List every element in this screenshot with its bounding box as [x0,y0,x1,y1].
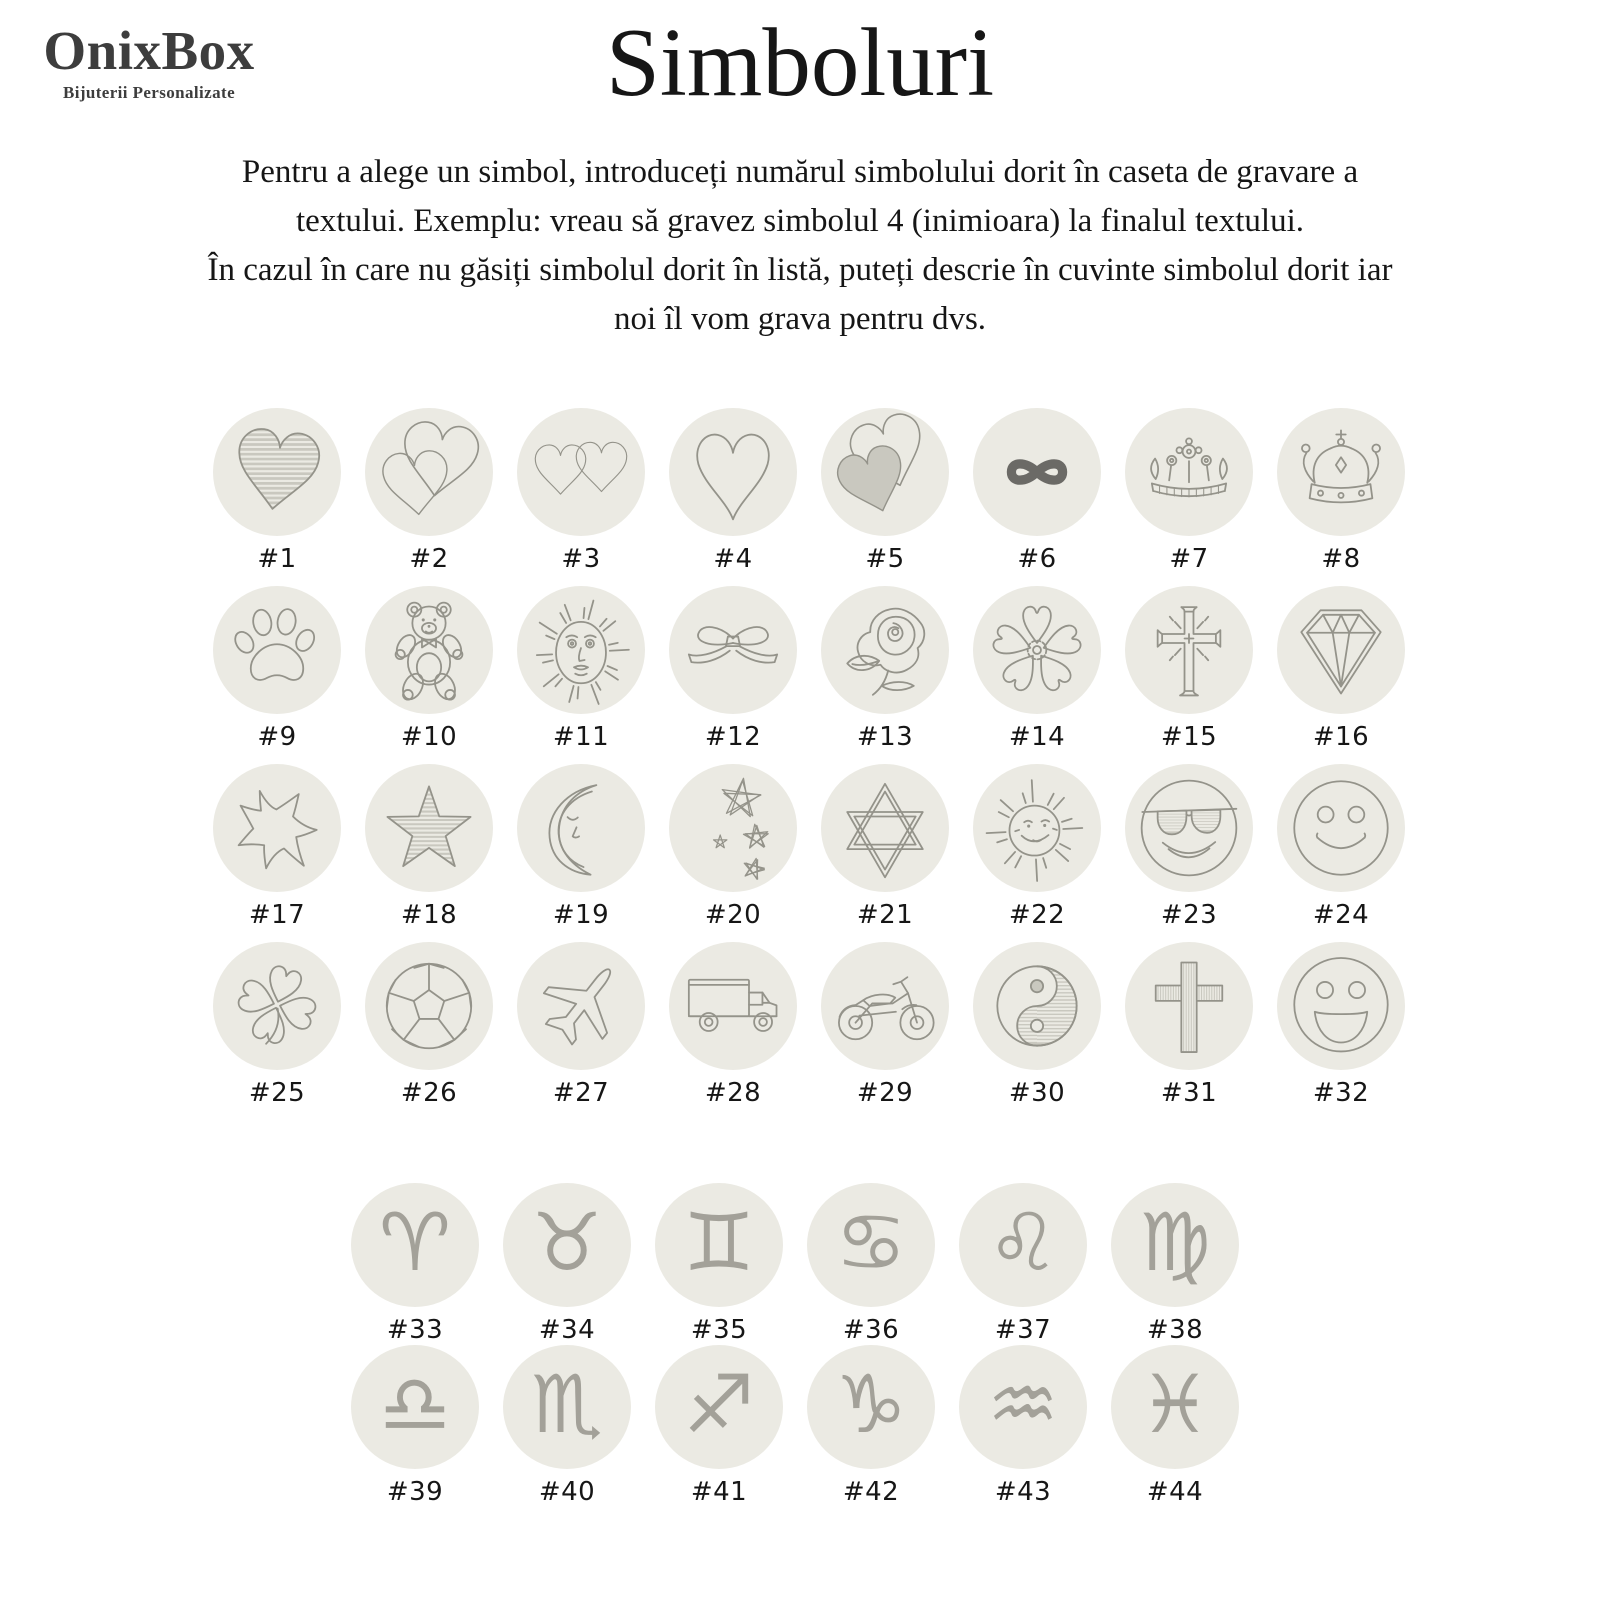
symbol-number-label: #18 [400,900,458,930]
diamond-icon [1277,586,1405,714]
symbol-number-label: #20 [704,900,762,930]
symbol-tile [947,1183,1099,1345]
symbol-disc [669,408,797,536]
doodle-stars-icon [669,764,797,892]
zodiac-virgo-icon: ♍ [1139,1196,1211,1289]
starfish-icon [213,764,341,892]
symbol-disc [973,942,1101,1070]
symbol-number-label: #27 [552,1078,610,1108]
crown-tiara-icon [1125,408,1253,536]
symbol-number-label: #38 [1146,1315,1204,1345]
symbol-number-label: #36 [842,1315,900,1345]
symbol-number-label: #8 [1321,544,1361,574]
symbol-tile [657,764,809,942]
symbol-tile [1113,408,1265,586]
symbol-tile [1099,1183,1251,1345]
hearts-linked-icon [517,408,645,536]
intro-text [0,148,1600,344]
symbol-disc [213,942,341,1070]
symbol-tile [809,586,961,764]
symbol-tile [353,942,505,1120]
symbol-number-label: #3 [561,544,601,574]
symbol-number-label: #30 [1008,1078,1066,1108]
symbol-disc [821,408,949,536]
symbol-number-label: #24 [1312,900,1370,930]
symbol-tile [353,408,505,586]
zodiac-pisces-icon: ♓ [1139,1358,1211,1451]
symbol-tile [1265,942,1417,1120]
symbol-disc [669,942,797,1070]
symbol-disc [1125,942,1253,1070]
wild-rose-flower-icon [973,586,1101,714]
symbol-tile [505,586,657,764]
symbol-number-label: #4 [713,544,753,574]
symbol-number-label: #41 [690,1477,748,1507]
smiley-face-icon [1277,764,1405,892]
star-hatched-icon [365,764,493,892]
symbol-tile [795,1345,947,1507]
symbol-disc [517,942,645,1070]
symbol-number-label: #15 [1160,722,1218,752]
symbol-tile [795,1183,947,1345]
truck-icon [669,942,797,1070]
symbol-number-label: #1 [257,544,297,574]
star-of-david-icon [821,764,949,892]
crown-royal-icon [1277,408,1405,536]
symbol-number-label: #31 [1160,1078,1218,1108]
symbol-disc [503,1345,631,1469]
symbol-number-label: #35 [690,1315,748,1345]
symbol-tile [201,942,353,1120]
symbol-number-label: #16 [1312,722,1370,752]
symbol-disc [517,586,645,714]
yin-yang-icon [973,942,1101,1070]
cross-rays-icon [1125,586,1253,714]
symbol-number-label: #28 [704,1078,762,1108]
symbol-disc [959,1183,1087,1307]
zodiac-gemini-icon: ♊ [683,1196,755,1289]
symbol-number-label: #13 [856,722,914,752]
symbol-disc [973,586,1101,714]
soccer-ball-icon [365,942,493,1070]
logo-subtitle: Bijuterii Personalizate [62,82,236,102]
symbol-disc [517,764,645,892]
symbol-disc [351,1183,479,1307]
zodiac-cancer-icon: ♋ [835,1196,907,1289]
paw-print-icon [213,586,341,714]
symbol-number-label: #26 [400,1078,458,1108]
symbol-disc [365,408,493,536]
symbol-tile [1113,942,1265,1120]
symbol-number-label: #29 [856,1078,914,1108]
smiley-laughing-icon [1277,942,1405,1070]
symbol-number-label: #9 [257,722,297,752]
symbol-disc [213,764,341,892]
symbol-tile [947,1345,1099,1507]
symbol-disc [655,1345,783,1469]
sun-sketch-icon [973,764,1101,892]
symbol-number-label: #14 [1008,722,1066,752]
symbol-tile [643,1183,795,1345]
symbol-tile [201,408,353,586]
symbol-tile [1099,1345,1251,1507]
logo-title: OnixBox [43,20,255,81]
intro-line: textului. Exemplu: vreau să gravez simbolul 4 (inimioara) la finalul textului. [295,203,1305,239]
symbol-tile [657,942,809,1120]
symbol-number-label: #44 [1146,1477,1204,1507]
symbol-disc [503,1183,631,1307]
symbol-number-label: #23 [1160,900,1218,930]
symbol-tile [201,764,353,942]
symbol-disc [821,942,949,1070]
symbol-grid-main [201,408,1417,1120]
zodiac-taurus-icon: ♉ [531,1196,603,1289]
symbol-tile [201,586,353,764]
symbol-number-label: #6 [1017,544,1057,574]
four-leaf-clover-icon [213,942,341,1070]
zodiac-capricorn-icon: ♑ [835,1358,907,1451]
zodiac-aquarius-icon: ♒ [987,1358,1059,1451]
symbol-number-label: #5 [865,544,905,574]
symbol-number-label: #43 [994,1477,1052,1507]
smiley-sunglasses-icon [1125,764,1253,892]
crescent-moon-icon [517,764,645,892]
symbol-disc [365,942,493,1070]
symbol-grid-zodiac [339,1183,1251,1507]
symbol-disc [1111,1345,1239,1469]
symbol-disc [1277,764,1405,892]
symbol-disc [1111,1183,1239,1307]
infinity-icon [973,408,1101,536]
symbol-tile [353,764,505,942]
symbol-tile [809,408,961,586]
symbol-disc [365,586,493,714]
symbol-number-label: #42 [842,1477,900,1507]
symbol-disc [973,764,1101,892]
symbol-number-label: #40 [538,1477,596,1507]
symbol-tile [339,1183,491,1345]
symbol-disc [1125,408,1253,536]
teddy-bear-icon [365,586,493,714]
zodiac-leo-icon: ♌ [987,1196,1059,1289]
symbol-tile [505,764,657,942]
symbol-tile [809,764,961,942]
intro-line: Pentru a alege un simbol, introduceți numărul simbolului dorit în caseta de gravare a [241,154,1359,190]
symbol-number-label: #22 [1008,900,1066,930]
symbol-number-label: #7 [1169,544,1209,574]
rose-icon [821,586,949,714]
symbol-number-label: #39 [386,1477,444,1507]
symbol-tile [339,1345,491,1507]
symbol-number-label: #12 [704,722,762,752]
symbol-disc [1277,408,1405,536]
symbol-disc [1125,764,1253,892]
symbol-disc [807,1183,935,1307]
heart-outline-icon [669,408,797,536]
symbol-number-label: #33 [386,1315,444,1345]
cross-hatched-icon [1125,942,1253,1070]
zodiac-libra-icon: ♎ [379,1358,451,1451]
heart-hatched-icon [213,408,341,536]
symbol-number-label: #37 [994,1315,1052,1345]
symbol-tile [961,764,1113,942]
symbol-tile [643,1345,795,1507]
symbol-disc [213,586,341,714]
symbol-tile [505,408,657,586]
symbol-tile [1265,586,1417,764]
symbol-tile [657,586,809,764]
airplane-icon [517,942,645,1070]
symbol-tile [1265,408,1417,586]
ribbon-bow-icon [669,586,797,714]
symbol-number-label: #11 [552,722,610,752]
symbol-disc [669,764,797,892]
symbol-disc [821,586,949,714]
symbol-tile [505,942,657,1120]
symbol-number-label: #2 [409,544,449,574]
symbol-tile [657,408,809,586]
symbol-disc [365,764,493,892]
symbol-disc [213,408,341,536]
page-title: Simboluri [605,9,995,116]
symbol-number-label: #32 [1312,1078,1370,1108]
zodiac-sagittarius-icon: ♐ [683,1358,755,1451]
intro-line: noi îl vom grava pentru dvs. [613,301,987,337]
symbol-tile [1113,586,1265,764]
hearts-tilted-icon [821,408,949,536]
symbol-tile [961,942,1113,1120]
symbol-disc [821,764,949,892]
symbol-disc [669,586,797,714]
symbol-number-label: #34 [538,1315,596,1345]
symbol-number-label: #17 [248,900,306,930]
symbol-disc [1277,942,1405,1070]
symbol-number-label: #21 [856,900,914,930]
symbol-tile [961,408,1113,586]
hearts-double-icon [365,408,493,536]
symbol-tile [353,586,505,764]
symbol-tile [809,942,961,1120]
symbol-tile [1265,764,1417,942]
zodiac-aries-icon: ♈ [379,1196,451,1289]
symbol-disc [1125,586,1253,714]
symbol-tile [491,1345,643,1507]
symbol-disc [959,1345,1087,1469]
motorcycle-icon [821,942,949,1070]
symbol-number-label: #19 [552,900,610,930]
symbol-disc [351,1345,479,1469]
symbol-disc [517,408,645,536]
symbol-disc [973,408,1101,536]
symbol-disc [655,1183,783,1307]
intro-line: În cazul în care nu găsiți simbolul dorit în listă, puteți descrie în cuvinte simbolul dorit iar [207,252,1393,288]
symbol-tile [961,586,1113,764]
symbol-number-label: #25 [248,1078,306,1108]
symbol-tile [1113,764,1265,942]
sun-face-icon [517,586,645,714]
symbol-tile [491,1183,643,1345]
symbol-disc [807,1345,935,1469]
symbol-number-label: #10 [400,722,458,752]
zodiac-scorpio-icon: ♏ [531,1358,603,1451]
symbol-disc [1277,586,1405,714]
